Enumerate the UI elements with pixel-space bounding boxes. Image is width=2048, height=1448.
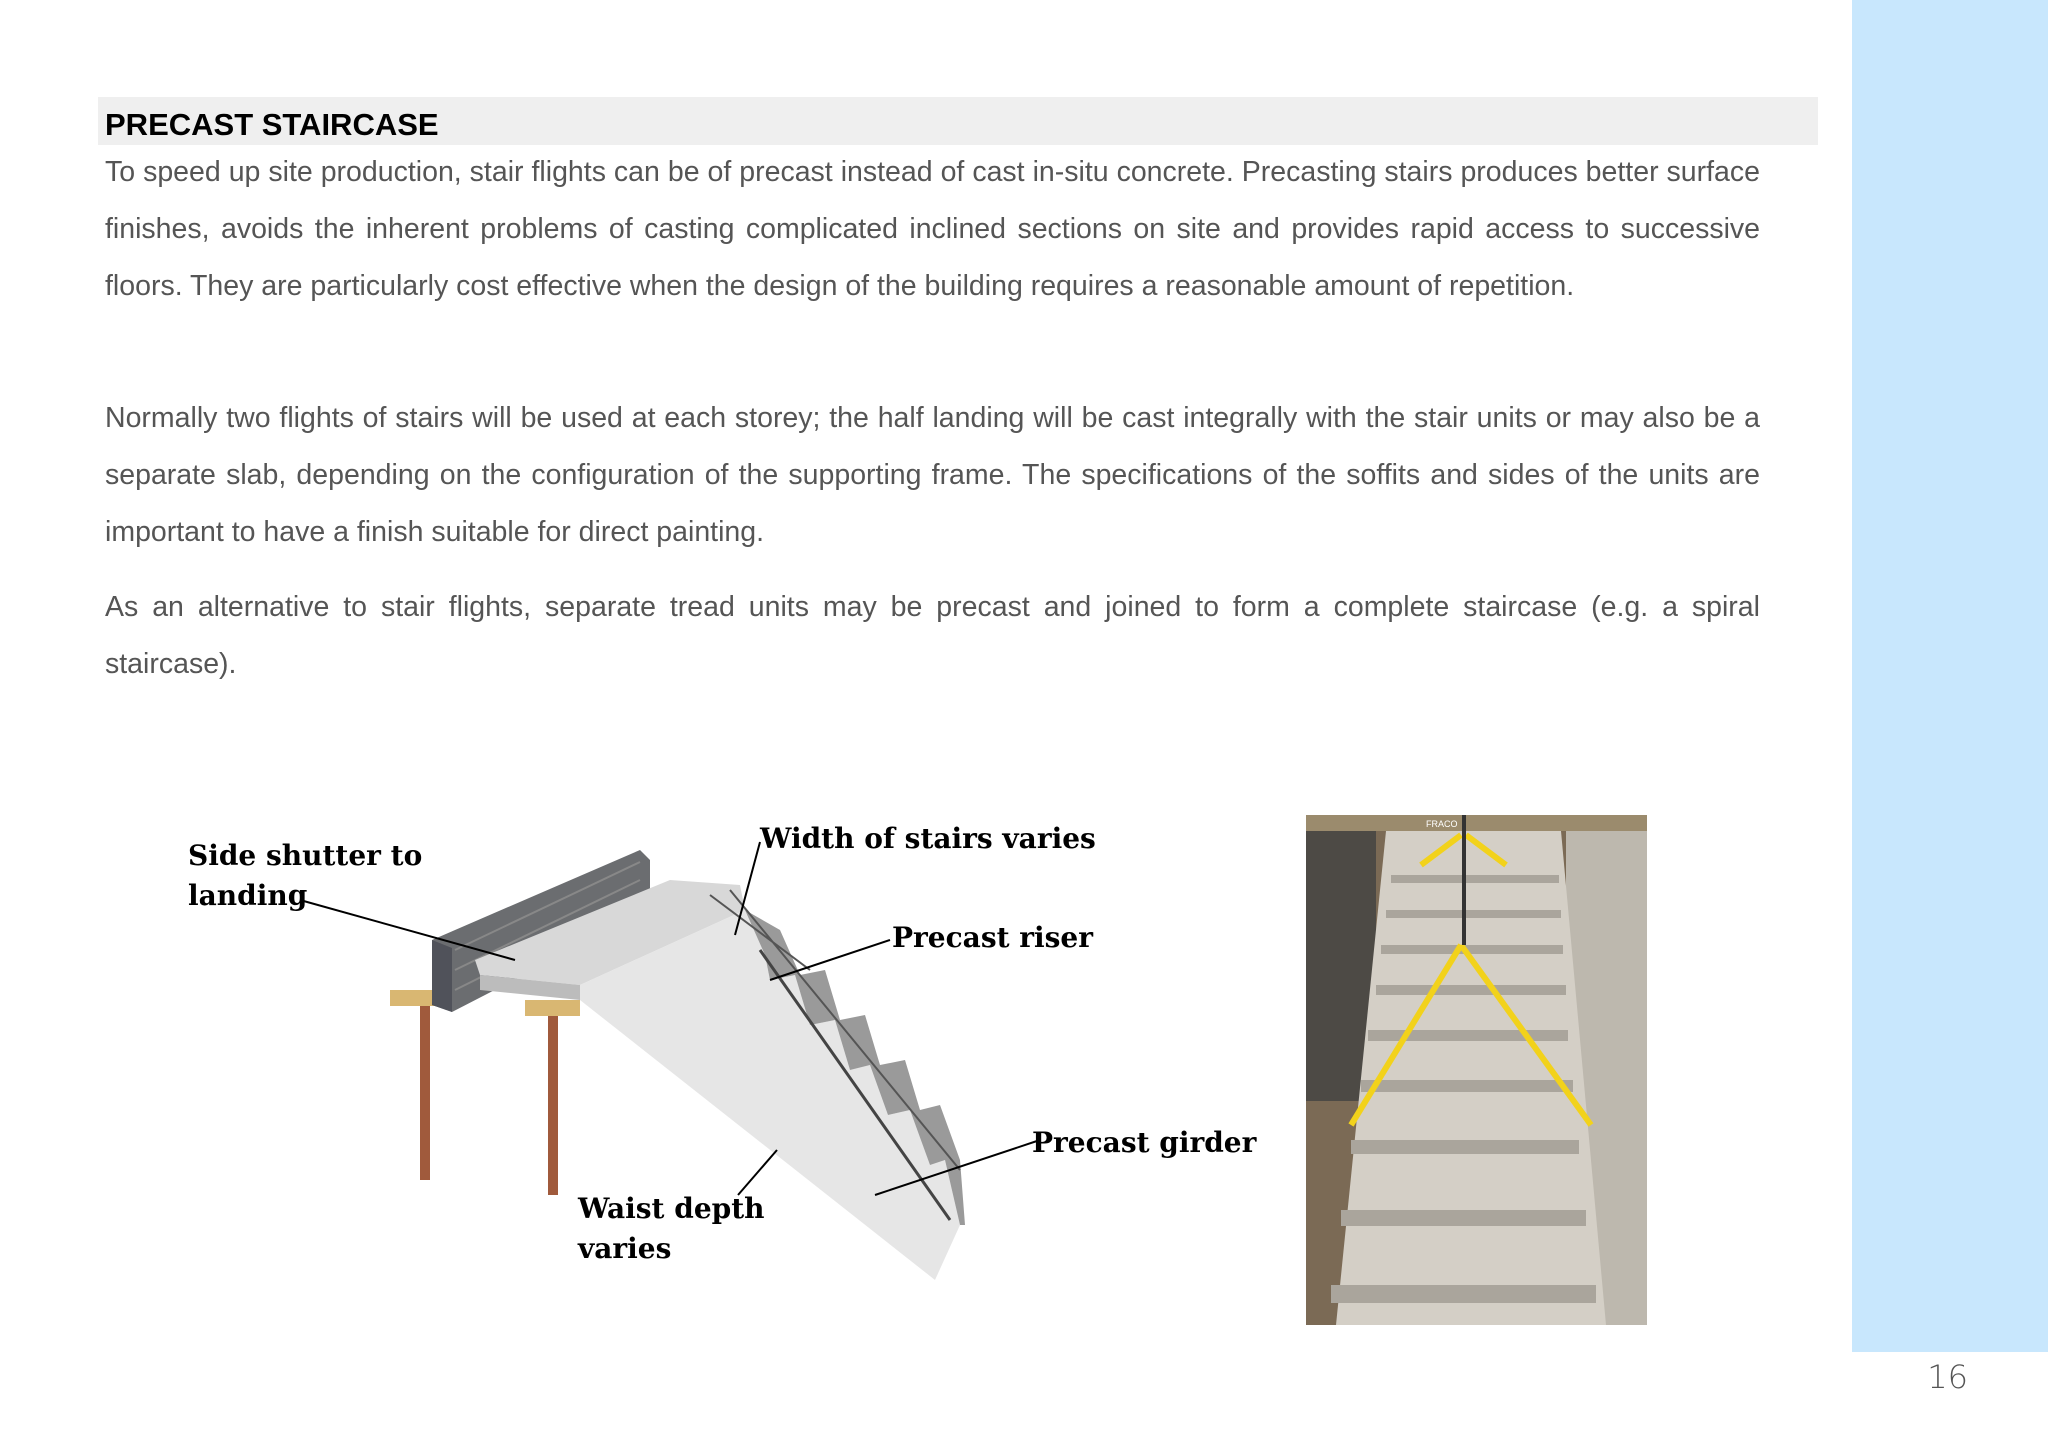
stair-lift-photo xyxy=(1306,815,1647,1325)
paragraph-2: Normally two flights of stairs will be used at each storey; the half landing will be cast integrally with the stair units or may also be a separate slab, depending on the configuration of the supporting frame. The specifications of the soffits and sides of the units are important to have a finish suitable for direct painting. xyxy=(105,402,1760,548)
side-accent-band xyxy=(1852,0,2048,1352)
photo-banner-text: FRACO xyxy=(1426,819,1458,829)
label-girder: Precast girder xyxy=(1032,1126,1257,1159)
paragraph-1: To speed up site production, stair flights can be of precast instead of cast in-situ concrete. Precasting stairs produces better surface finishes, avoids the inherent problems of casting complicated inclined sections on site and provides rapid access to successive floors. They are particularly cost effective when the design of the building requires a reasonable amount of repetition. xyxy=(105,156,1760,302)
label-waist-1: Waist depth xyxy=(578,1192,765,1225)
label-side-shutter-1: Side shutter to xyxy=(188,839,423,872)
label-side-shutter-2: landing xyxy=(188,879,308,912)
page-number: 16 xyxy=(1927,1358,1968,1396)
section-heading: PRECAST STAIRCASE xyxy=(105,107,439,142)
label-width: Width of stairs varies xyxy=(760,822,1096,855)
label-waist-2: varies xyxy=(578,1232,672,1265)
paragraph-3: As an alternative to stair flights, separate tread units may be precast and joined to form a complete staircase (e.g. a spiral staircase). xyxy=(105,591,1760,680)
label-riser: Precast riser xyxy=(892,921,1093,954)
staircase-diagram xyxy=(170,800,1260,1300)
